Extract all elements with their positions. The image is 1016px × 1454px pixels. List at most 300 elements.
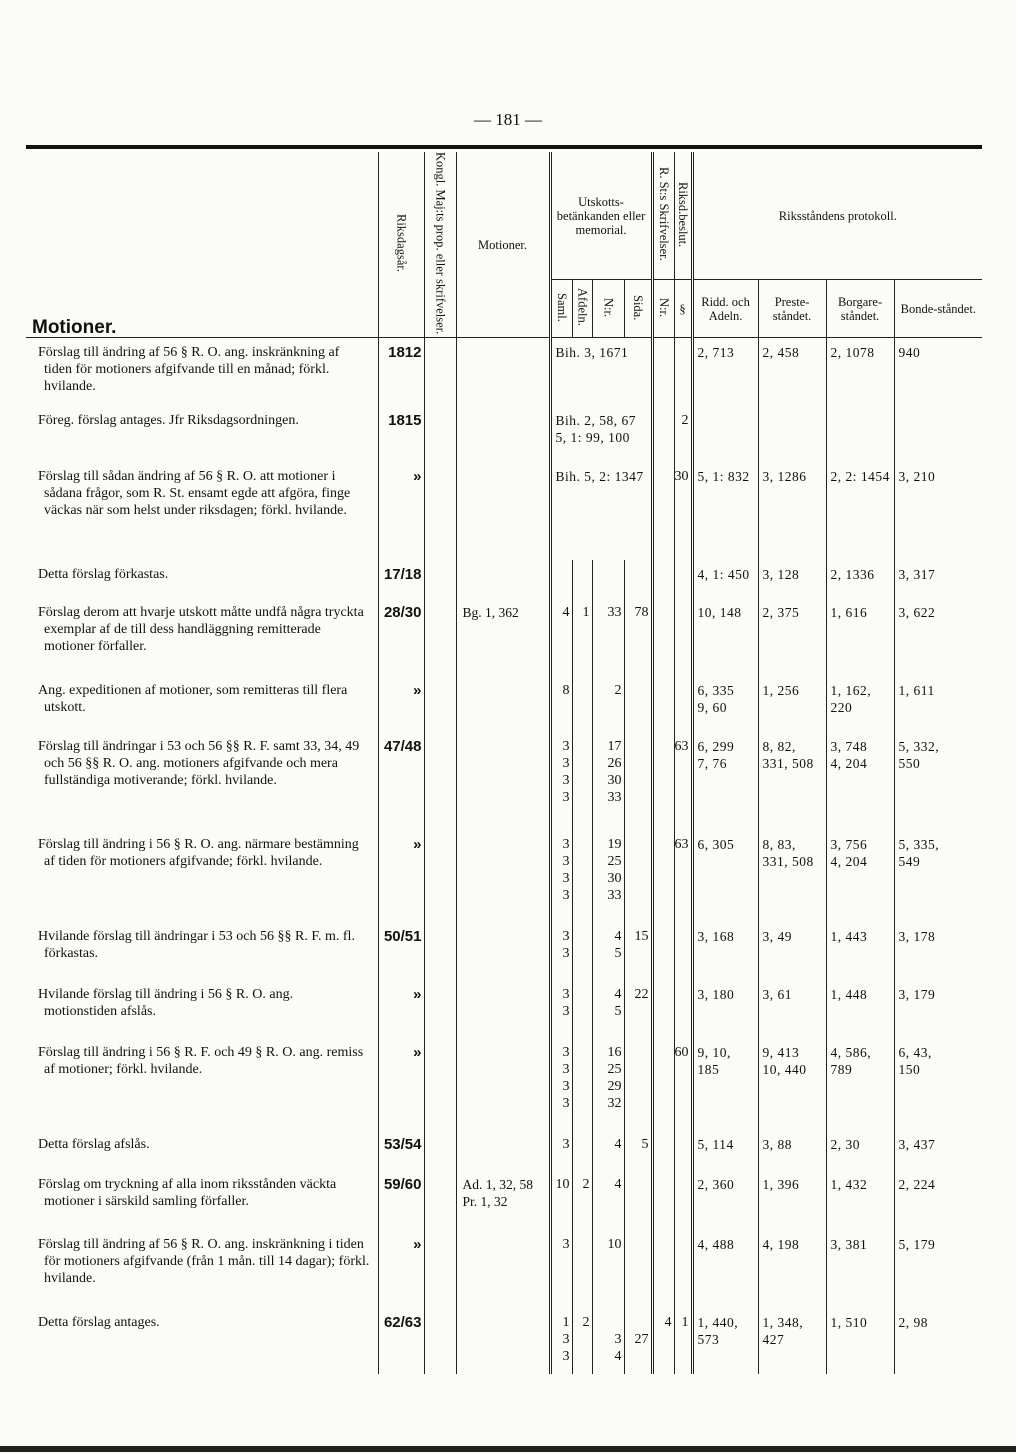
cell-text: Förslag till ändring af 56 § R. O. ang. inskränkning i tiden för motioners afgifvande (från 1 mån. till 14 dagar); förkl. hvilande. [38,1237,370,1287]
cell-sida: 22 [624,980,652,1038]
cell-par [674,1230,692,1308]
cell-skrnr [652,732,674,830]
cell-prest [758,732,826,830]
cell-text: Detta förslag afslås. [38,1137,150,1153]
cell-skrnr [652,676,674,732]
cell-saml [550,406,652,462]
cell-nr [592,1308,624,1374]
cell-line: 27 [634,1332,649,1348]
cell-line: 4 [614,987,622,1003]
cell-year: 17/18 [378,560,424,598]
cell-line: 220 [830,700,853,716]
cell-line: 17 [607,739,622,755]
col-protokoll: Riksståndens protokoll. [692,152,982,280]
table-row [26,980,982,1038]
cell-skrnr [652,922,674,980]
cell-bonde [894,732,982,830]
cell-prest: 3, 1286 [758,462,826,560]
cell-line: 3 [562,756,570,772]
col-ridd: Ridd. och Adeln. [692,280,758,338]
cell-saml: 4 [550,598,572,676]
cell-ridd: 4, 1: 450 [692,560,758,598]
cell-line: 4 [614,929,622,945]
table-row [26,1130,982,1170]
cell-borg: 2, 2: 1454 [826,462,894,560]
cell-bonde: 5, 179 [894,1230,982,1308]
cell-borg: 3, 381 [826,1230,894,1308]
cell-bonde: 3, 317 [894,560,982,598]
cell-line: 7, 76 [697,756,728,772]
cell-line: 3 [562,1332,570,1348]
betankande-line: Bih. 3, 1671 [555,345,629,361]
cell-sida: 15 [624,922,652,980]
cell-line: 33 [607,888,622,904]
cell-line: 16 [607,1045,622,1061]
cell-skrnr [652,560,674,598]
cell-line: 4, 586, [830,1045,872,1061]
cell-mot: Bg. 1, 362 [456,598,550,676]
cell-sida: 5 [624,1130,652,1170]
cell-bonde: 3, 178 [894,922,982,980]
table-row [26,1308,982,1374]
cell-line: 1, 440, [697,1315,739,1331]
cell-line: 4, 204 [830,756,868,772]
bottom-rule [0,1446,1016,1452]
cell-afd [572,830,592,922]
cell-line: 1 [562,1315,570,1331]
cell-prest: 3, 88 [758,1130,826,1170]
cell-nr: 33 [592,598,624,676]
col-kongl: Kongl. Maj:ts prop. eller skrifvelser. [424,152,456,338]
cell-line: 8, 82, [762,739,796,755]
cell-skrnr [652,1230,674,1308]
cell-skrnr [652,462,674,560]
cell-ridd [692,732,758,830]
cell-year: 62/63 [378,1308,424,1374]
cell-borg: 2, 30 [826,1130,894,1170]
cell-line: 5 [614,946,622,962]
cell-line: 549 [898,854,921,870]
cell-nr: 4 [592,1130,624,1170]
cell-prest: 2, 458 [758,338,826,407]
cell-text: Förslag derom att hvarje utskott måtte undfå några tryckta exemplar af de till dess handläggning remitterade motioner förfaller. [38,605,364,655]
cell-line: 150 [898,1062,921,1078]
cell-line: 5 [614,1004,622,1020]
cell-line: 789 [830,1062,853,1078]
cell-text: Förslag till ändring i 56 § R. F. och 49 § R. O. ang. remiss af motioner; förkl. hvilande. [38,1045,364,1078]
cell-sida [624,1170,652,1230]
cell-year: 59/60 [378,1170,424,1230]
cell-sida [624,1308,652,1374]
cell-bonde: 2, 224 [894,1170,982,1230]
cell-line: 6, 335 [697,683,735,699]
cell-skrnr [652,830,674,922]
cell-prest: 4, 198 [758,1230,826,1308]
cell-text: Ang. expeditionen af motioner, som remitteras till flera utskott. [38,683,348,716]
top-rule [26,145,982,149]
cell-ridd: 3, 180 [692,980,758,1038]
cell-prest [758,830,826,922]
cell-text: Förslag om tryckning af alla inom riksstånden väckta motioner i särskild samling förfaller. [38,1177,337,1210]
cell-kongl [424,676,456,732]
cell-afd [572,732,592,830]
cell-ridd [692,406,758,462]
cell-kongl [424,922,456,980]
cell-mot [456,406,550,462]
cell-kongl [424,1230,456,1308]
cell-prest: 3, 128 [758,560,826,598]
cell-nr [592,1038,624,1130]
cell-skrnr [652,406,674,462]
cell-mot [456,676,550,732]
cell-mot [456,980,550,1038]
cell-year: 53/54 [378,1130,424,1170]
cell-saml [550,830,572,922]
cell-skrnr [652,980,674,1038]
table-row [26,598,982,676]
cell-mot [456,1308,550,1374]
cell-line: 25 [607,1062,622,1078]
cell-bonde: 1, 611 [894,676,982,732]
cell-skrnr [652,338,674,407]
table-row [26,1170,982,1230]
cell-mot [456,830,550,922]
cell-bonde [894,1038,982,1130]
cell-prest: 2, 375 [758,598,826,676]
cell-prest [758,1038,826,1130]
cell-year: » [378,830,424,922]
cell-sida [624,560,652,598]
cell-prest: 1, 256 [758,676,826,732]
betankande-line: 5, 1: 99, 100 [555,430,630,446]
col-bonde: Bonde-ståndet. [894,280,982,338]
cell-mot [456,462,550,560]
cell-borg: 1, 432 [826,1170,894,1230]
cell-par [674,1170,692,1230]
table-row [26,338,982,407]
table-row [26,406,982,462]
cell-saml: 3 [550,1230,572,1308]
betankande-line: Bih. 2, 58, 67 [555,413,637,429]
cell-saml: 10 [550,1170,572,1230]
cell-par [674,676,692,732]
cell-ridd: 5, 114 [692,1130,758,1170]
cell-ridd [692,1038,758,1130]
cell-nr: 4 [592,1170,624,1230]
cell-line: 427 [762,1332,785,1348]
motioner-table [26,152,982,1374]
cell-borg [826,406,894,462]
table-row [26,462,982,560]
col-utskott: Utskotts-betänkanden eller memorial. [550,152,652,280]
cell-borg [826,676,894,732]
cell-borg: 1, 616 [826,598,894,676]
cell-afd [572,1130,592,1170]
cell-kongl [424,1308,456,1374]
cell-borg: 1, 448 [826,980,894,1038]
betankande-line: Bih. 5, 2: 1347 [555,469,644,485]
cell-ridd: 5, 1: 832 [692,462,758,560]
cell-par [674,922,692,980]
cell-line: 3 [562,1349,570,1365]
cell-line: 185 [697,1062,720,1078]
cell-line: 4 [614,1349,622,1365]
cell-year: 47/48 [378,732,424,830]
cell-line: 550 [898,756,921,772]
cell-line: 573 [697,1332,720,1348]
col-skrif: R. St:s Skrifvelser. [652,152,674,280]
cell-line: 5, 332, [898,739,940,755]
cell-afd [572,922,592,980]
cell-afd [572,1038,592,1130]
cell-nr [592,560,624,598]
cell-ridd: 3, 168 [692,922,758,980]
cell-par: 60 [674,1038,692,1130]
register-table [26,145,982,1374]
cell-line: Pr. 1, 32 [462,1194,508,1210]
cell-ridd: 4, 488 [692,1230,758,1308]
cell-borg [826,732,894,830]
cell-bonde: 3, 437 [894,1130,982,1170]
cell-par [674,560,692,598]
table-row [26,1038,982,1130]
cell-borg: 1, 510 [826,1308,894,1374]
cell-line: 1, 162, [830,683,872,699]
cell-saml [550,922,572,980]
cell-text: Förslag till sådan ändring af 56 § R. O. att motioner i sådana frågor, som R. St. ensamt egde att afgöra, finge väckas när som helst under riksdagen; förkl. hvilande. [38,469,351,519]
col-prest: Preste-ståndet. [758,280,826,338]
cell-kongl [424,980,456,1038]
cell-year: » [378,462,424,560]
cell-text: Förslag till ändringar i 53 och 56 §§ R. F. samt 33, 34, 49 och 56 §§ R. O. ang. motioners afgifvande och mera fullständiga motiverande; förkl. hvilande. [38,739,360,789]
cell-sida [624,1230,652,1308]
cell-saml: 8 [550,676,572,732]
table-row [26,560,982,598]
cell-bonde: 3, 179 [894,980,982,1038]
cell-saml [550,462,652,560]
cell-line: 5, 335, [898,837,940,853]
cell-line [593,1314,622,1331]
col-riksd-par: § [674,280,692,338]
cell-ridd: 2, 713 [692,338,758,407]
cell-line: 3 [614,1332,622,1348]
cell-ridd: 10, 148 [692,598,758,676]
cell-line: 26 [607,756,622,772]
cell-kongl [424,462,456,560]
cell-bonde: 2, 98 [894,1308,982,1374]
cell-ridd: 2, 360 [692,1170,758,1230]
table-row [26,676,982,732]
cell-skrnr [652,1038,674,1130]
table-body [26,338,982,1375]
cell-afd: 1 [572,598,592,676]
cell-skrnr: 4 [652,1308,674,1374]
cell-mot [456,732,550,830]
cell-par [674,1130,692,1170]
cell-text: Hvilande förslag till ändring i 56 § R. O. ang. motionstiden afslås. [38,987,294,1020]
cell-kongl [424,338,456,407]
cell-sida [624,830,652,922]
cell-line: 3 [562,773,570,789]
cell-text: Detta förslag antages. [38,1315,160,1331]
cell-par: 63 [674,732,692,830]
cell-skrnr [652,598,674,676]
cell-saml [550,1308,572,1374]
cell-bonde [894,830,982,922]
cell-borg [826,830,894,922]
cell-par: 63 [674,830,692,922]
cell-year: » [378,1230,424,1308]
cell-bonde: 940 [894,338,982,407]
cell-par: 2 [674,406,692,462]
cell-borg [826,1038,894,1130]
cell-mot [456,338,550,407]
cell-line: 32 [607,1096,622,1112]
cell-nr [592,980,624,1038]
cell-nr [592,732,624,830]
cell-kongl [424,406,456,462]
cell-afd: 2 [572,1170,592,1230]
cell-saml [550,980,572,1038]
cell-line: 3 [562,1045,570,1061]
col-riksd: Riksd.beslut. [674,152,692,280]
cell-line: 30 [607,871,622,887]
cell-par [674,980,692,1038]
cell-line: 3 [562,1096,570,1112]
col-borg: Borgare-ståndet. [826,280,894,338]
col-saml: Saml. [550,280,572,338]
cell-afd [572,676,592,732]
cell-year: » [378,980,424,1038]
cell-line: 3 [562,888,570,904]
cell-line: Ad. 1, 32, 58 [462,1177,533,1193]
cell-prest: 3, 61 [758,980,826,1038]
cell-prest [758,1308,826,1374]
cell-line: 3 [562,987,570,1003]
cell-line: 9, 10, [697,1045,731,1061]
cell-bonde: 3, 210 [894,462,982,560]
cell-line: 1, 348, [762,1315,804,1331]
cell-line: 3, 748 [830,739,868,755]
cell-afd [572,560,592,598]
cell-nr [592,830,624,922]
cell-kongl [424,598,456,676]
cell-line: 6, 299 [697,739,735,755]
cell-saml [550,560,572,598]
cell-line: 3 [562,946,570,962]
cell-line: 19 [607,837,622,853]
cell-kongl [424,732,456,830]
cell-bonde: 3, 622 [894,598,982,676]
cell-prest [758,406,826,462]
cell-par: 1 [674,1308,692,1374]
cell-sida [624,732,652,830]
cell-line: 3 [562,1004,570,1020]
cell-year: 1812 [378,338,424,407]
cell-skrnr [652,1130,674,1170]
cell-bonde [894,406,982,462]
col-skrif-nr: N:r. [652,280,674,338]
cell-mot [456,1170,550,1230]
cell-kongl [424,1038,456,1130]
cell-ridd [692,676,758,732]
cell-saml [550,732,572,830]
cell-line: 3 [562,1079,570,1095]
cell-par [674,338,692,407]
section-title: Motioner. [32,317,117,339]
cell-afd [572,1230,592,1308]
cell-line: 331, 508 [762,756,814,772]
cell-line: 4, 204 [830,854,868,870]
cell-line: 6, 43, [898,1045,932,1061]
cell-line: 3 [562,837,570,853]
cell-sida [624,676,652,732]
cell-kongl [424,560,456,598]
cell-ridd [692,1308,758,1374]
cell-mot [456,1230,550,1308]
cell-year: » [378,676,424,732]
cell-mot [456,922,550,980]
cell-line: 331, 508 [762,854,814,870]
table-row [26,1230,982,1308]
table-row [26,830,982,922]
cell-prest: 1, 396 [758,1170,826,1230]
cell-kongl [424,1130,456,1170]
cell-line: 3, 756 [830,837,868,853]
page-number: — 181 — [474,110,542,129]
cell-text: Detta förslag förkastas. [38,567,169,583]
cell-text: Föreg. förslag antages. Jfr Riksdagsordningen. [38,413,299,429]
cell-nr: 2 [592,676,624,732]
col-sida: Sida. [624,280,652,338]
cell-nr [592,922,624,980]
cell-mot [456,1038,550,1130]
cell-line: 8, 83, [762,837,796,853]
cell-borg: 1, 443 [826,922,894,980]
cell-mot [456,1130,550,1170]
cell-kongl [424,830,456,922]
cell-saml [550,1038,572,1130]
cell-par [674,598,692,676]
cell-text: Hvilande förslag till ändringar i 53 och 56 §§ R. F. m. fl. förkastas. [38,929,355,962]
cell-nr: 10 [592,1230,624,1308]
cell-line: 33 [607,790,622,806]
cell-year: 28/30 [378,598,424,676]
cell-afd: 2 [572,1308,592,1374]
cell-borg: 2, 1078 [826,338,894,407]
cell-text: Förslag till ändring i 56 § R. O. ang. närmare bestämning af tiden för motioners afgifvande; förkl. hvilande. [38,837,359,870]
cell-line [625,1314,649,1331]
col-nr: N:r. [592,280,624,338]
cell-year: 1815 [378,406,424,462]
cell-afd [572,980,592,1038]
col-afdeln: Afdeln. [572,280,592,338]
cell-year: 50/51 [378,922,424,980]
cell-line: 3 [562,1062,570,1078]
cell-text: Förslag till ändring af 56 § R. O. ang. inskränkning af tiden för motioners afgifvande till en månad; förkl. hvilande. [38,345,340,395]
cell-year: » [378,1038,424,1130]
col-motioner: Motioner. [456,152,550,338]
cell-mot [456,560,550,598]
table-row [26,922,982,980]
cell-sida [624,1038,652,1130]
cell-line: 9, 60 [697,700,728,716]
cell-par: 30 [674,462,692,560]
cell-skrnr [652,1170,674,1230]
col-riksdagsar: Riksdagsår. [378,152,424,338]
cell-sida: 78 [624,598,652,676]
cell-saml [550,338,652,407]
